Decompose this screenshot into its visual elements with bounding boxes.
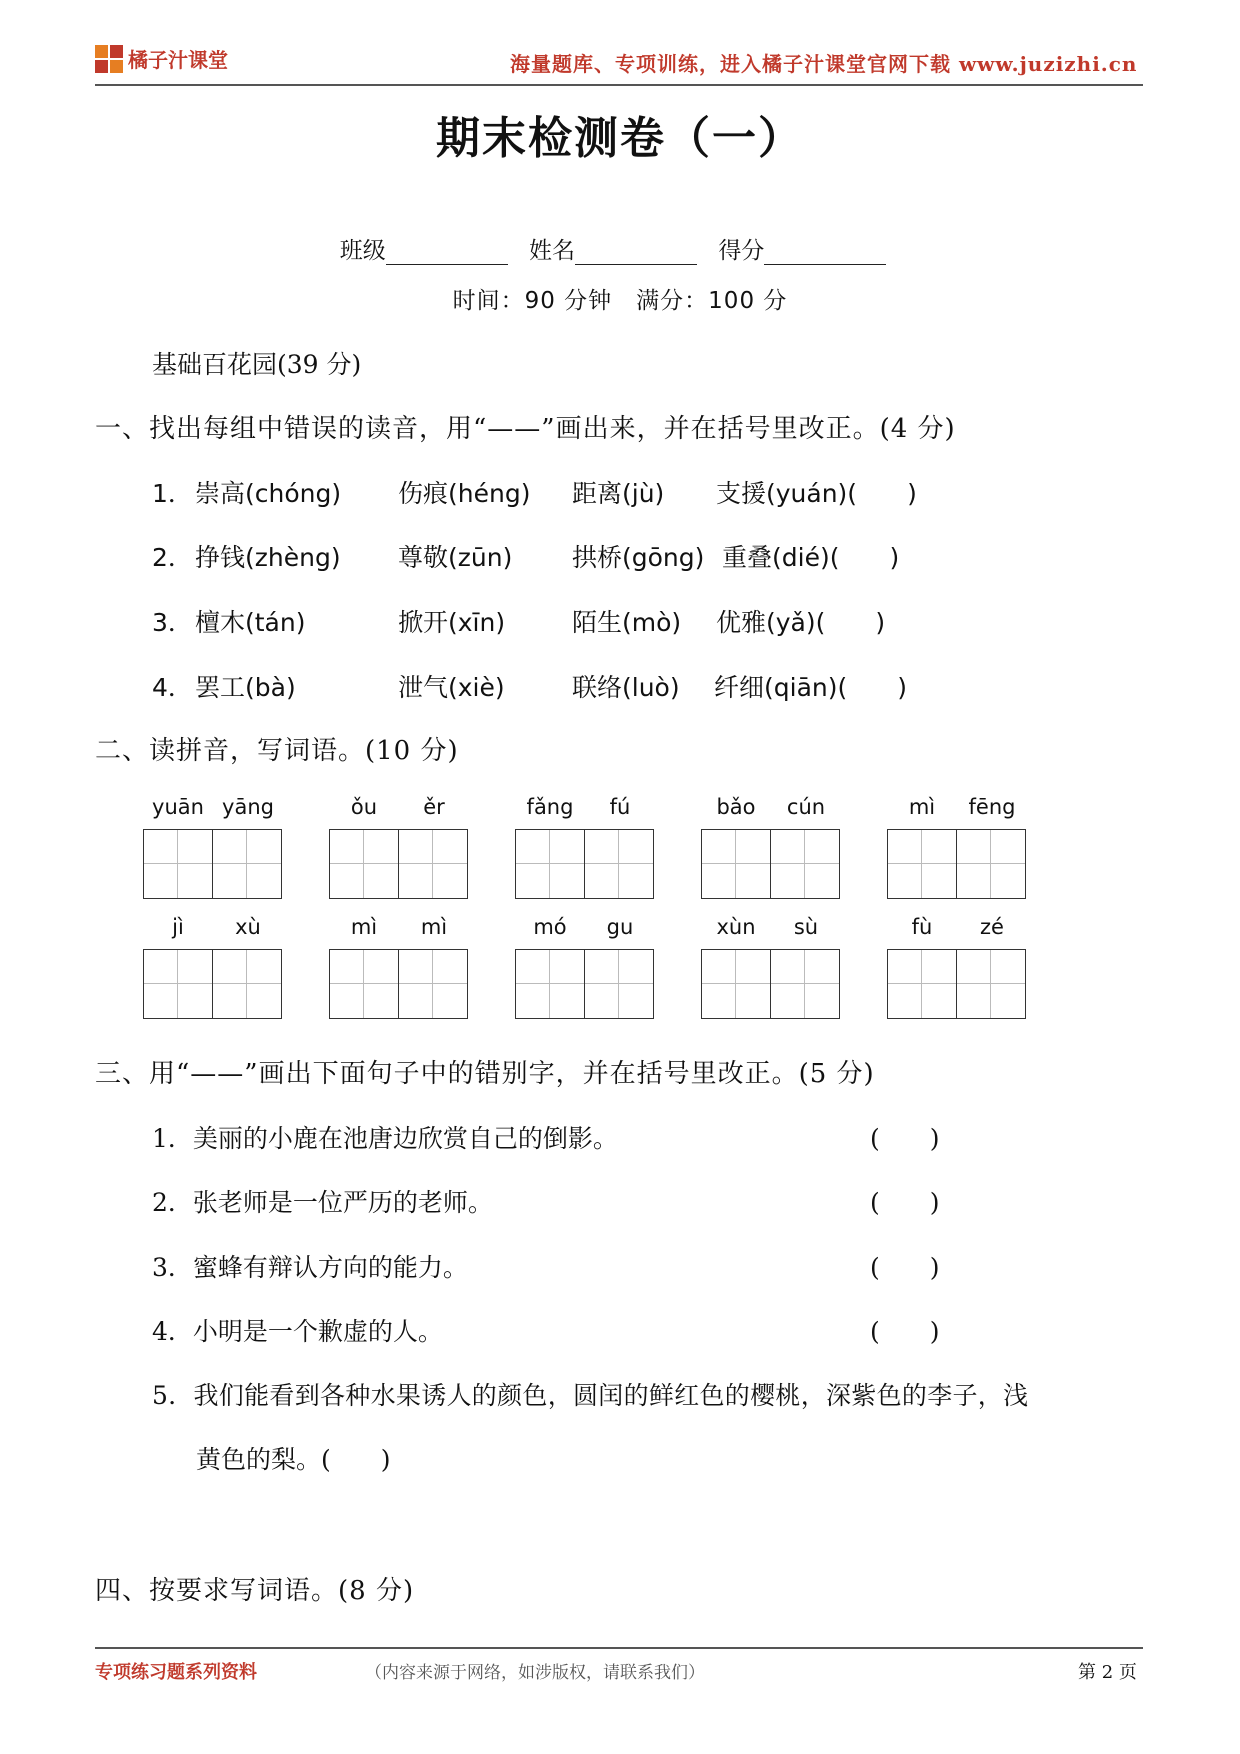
tianzige-box[interactable] bbox=[329, 949, 399, 1019]
brand-logo-icon bbox=[95, 45, 125, 75]
q1-heading: 一、找出每组中错误的读音，用“——”画出来，并在括号里改正。(4 分) bbox=[95, 414, 956, 444]
pinyin-text: mó bbox=[533, 915, 567, 939]
pinyin-text: cún bbox=[786, 795, 826, 819]
pinyin-text: ǒu bbox=[350, 795, 378, 819]
footer-divider bbox=[95, 1647, 1143, 1649]
header-slogan[interactable]: 海量题库、专项训练，进入橘子汁课堂官网下载 www.juzizhi.cn bbox=[510, 52, 1138, 76]
pinyin-text: sù bbox=[793, 915, 819, 939]
q1-word-c: 拱桥(gōng) bbox=[572, 543, 705, 572]
q3-item bbox=[152, 1119, 940, 1155]
answer-paren[interactable]: ( ) bbox=[870, 1253, 940, 1282]
class-label: 班级 bbox=[339, 238, 386, 264]
pinyin-row-1 bbox=[0, 795, 1240, 905]
q1-word-a: 崇高(chóng) bbox=[195, 479, 342, 508]
brand-name: 橘子汁课堂 bbox=[128, 48, 228, 72]
tianzige-box[interactable] bbox=[701, 949, 771, 1019]
q1-word-a: 挣钱(zhèng) bbox=[195, 543, 341, 572]
pinyin-text: mì bbox=[420, 915, 448, 939]
q2-heading: 二、读拼音，写词语。(10 分) bbox=[95, 736, 459, 766]
class-blank[interactable] bbox=[386, 240, 508, 265]
q1-word-a: 罢工(bà) bbox=[195, 673, 296, 702]
q1-row-num: 2． bbox=[152, 543, 193, 572]
q3-item bbox=[152, 1312, 940, 1348]
tianzige-box[interactable] bbox=[515, 829, 585, 899]
q1-word-c: 陌生(mò) bbox=[572, 608, 682, 637]
q3-sentence: 1．美丽的小鹿在池唐边欣赏自己的倒影。 bbox=[152, 1124, 618, 1153]
pinyin-text: mì bbox=[908, 795, 936, 819]
tianzige-box[interactable] bbox=[398, 829, 468, 899]
time-score-line: 时间：90 分钟 满分：100 分 bbox=[452, 288, 788, 314]
pinyin-text: xùn bbox=[716, 915, 756, 939]
tianzige-box[interactable] bbox=[143, 949, 213, 1019]
name-blank[interactable] bbox=[575, 240, 697, 265]
pinyin-text: fú bbox=[609, 795, 631, 819]
tianzige-box[interactable] bbox=[212, 829, 282, 899]
pinyin-row-2 bbox=[0, 915, 1240, 1025]
q3-sentence: 2．张老师是一位严历的老师。 bbox=[152, 1188, 493, 1217]
answer-paren[interactable]: ( ) bbox=[870, 1188, 940, 1217]
tianzige-box[interactable] bbox=[584, 829, 654, 899]
tianzige-box[interactable] bbox=[515, 949, 585, 1019]
tianzige-box[interactable] bbox=[398, 949, 468, 1019]
q3-item-5-line1: 5．我们能看到各种水果诱人的颜色，圆闰的鲜红色的樱桃，深紫色的李子，浅 bbox=[152, 1381, 1029, 1410]
tianzige-box[interactable] bbox=[770, 949, 840, 1019]
q3-item bbox=[152, 1248, 940, 1284]
tianzige-box[interactable] bbox=[956, 829, 1026, 899]
score-label: 得分 bbox=[718, 238, 765, 264]
tianzige-box[interactable] bbox=[887, 829, 957, 899]
pinyin-text: fǎng bbox=[526, 795, 574, 819]
q3-item-5-line2[interactable]: 黄色的梨。( ) bbox=[196, 1445, 391, 1474]
subsection-title: 基础百花园(39 分) bbox=[152, 350, 362, 379]
q1-word-b: 尊敬(zūn) bbox=[398, 543, 513, 572]
page-number: 第 2 页 bbox=[1078, 1662, 1137, 1683]
pinyin-text: yuān bbox=[152, 795, 204, 819]
q1-word-a: 檀木(tán) bbox=[195, 608, 306, 637]
tianzige-box[interactable] bbox=[770, 829, 840, 899]
q4-heading: 四、按要求写词语。(8 分) bbox=[95, 1576, 415, 1606]
pinyin-text: fēng bbox=[968, 795, 1016, 819]
q1-word-b: 伤痕(héng) bbox=[398, 479, 531, 508]
answer-paren[interactable]: ( ) bbox=[870, 1124, 940, 1153]
student-info-line bbox=[0, 232, 1240, 265]
pinyin-text: jì bbox=[172, 915, 184, 939]
q1-word-d[interactable]: 支援(yuán)( ) bbox=[716, 479, 917, 508]
footer-copyright-note: （内容来源于网络，如涉版权，请联系我们） bbox=[365, 1663, 705, 1683]
name-label: 姓名 bbox=[529, 238, 575, 264]
footer-series-label: 专项练习题系列资料 bbox=[95, 1662, 257, 1683]
q3-sentence: 4．小明是一个歉虚的人。 bbox=[152, 1317, 443, 1346]
q1-word-b: 泄气(xiè) bbox=[398, 673, 505, 702]
q1-word-c: 联络(luò) bbox=[572, 673, 680, 702]
page-title: 期末检测卷（一） bbox=[436, 113, 804, 164]
q1-word-b: 掀开(xīn) bbox=[398, 608, 506, 637]
pinyin-text: mì bbox=[350, 915, 378, 939]
pinyin-text: fù bbox=[911, 915, 933, 939]
tianzige-box[interactable] bbox=[143, 829, 213, 899]
q1-word-c: 距离(jù) bbox=[572, 479, 665, 508]
q1-row-num: 1． bbox=[152, 479, 193, 508]
q1-row-num: 3． bbox=[152, 608, 193, 637]
pinyin-text: bǎo bbox=[716, 795, 756, 819]
pinyin-text: zé bbox=[980, 915, 1004, 939]
tianzige-box[interactable] bbox=[887, 949, 957, 1019]
q3-item bbox=[152, 1183, 940, 1219]
q3-sentence: 3．蜜蜂有辩认方向的能力。 bbox=[152, 1253, 468, 1282]
tianzige-box[interactable] bbox=[956, 949, 1026, 1019]
q3-heading: 三、用“——”画出下面句子中的错别字，并在括号里改正。(5 分) bbox=[95, 1059, 875, 1089]
tianzige-box[interactable] bbox=[701, 829, 771, 899]
pinyin-text: ěr bbox=[423, 795, 445, 819]
q1-row-num: 4． bbox=[152, 673, 193, 702]
q1-word-d[interactable]: 优雅(yǎ)( ) bbox=[716, 608, 886, 637]
tianzige-box[interactable] bbox=[212, 949, 282, 1019]
header-divider bbox=[95, 84, 1143, 86]
answer-paren[interactable]: ( ) bbox=[870, 1317, 940, 1346]
q1-word-d[interactable]: 重叠(dié)( ) bbox=[722, 543, 900, 572]
tianzige-box[interactable] bbox=[584, 949, 654, 1019]
score-blank[interactable] bbox=[764, 240, 886, 265]
pinyin-text: xù bbox=[235, 915, 261, 939]
pinyin-text: yāng bbox=[222, 795, 274, 819]
pinyin-text: gu bbox=[606, 915, 634, 939]
q1-word-d[interactable]: 纤细(qiān)( ) bbox=[714, 673, 907, 702]
tianzige-box[interactable] bbox=[329, 829, 399, 899]
